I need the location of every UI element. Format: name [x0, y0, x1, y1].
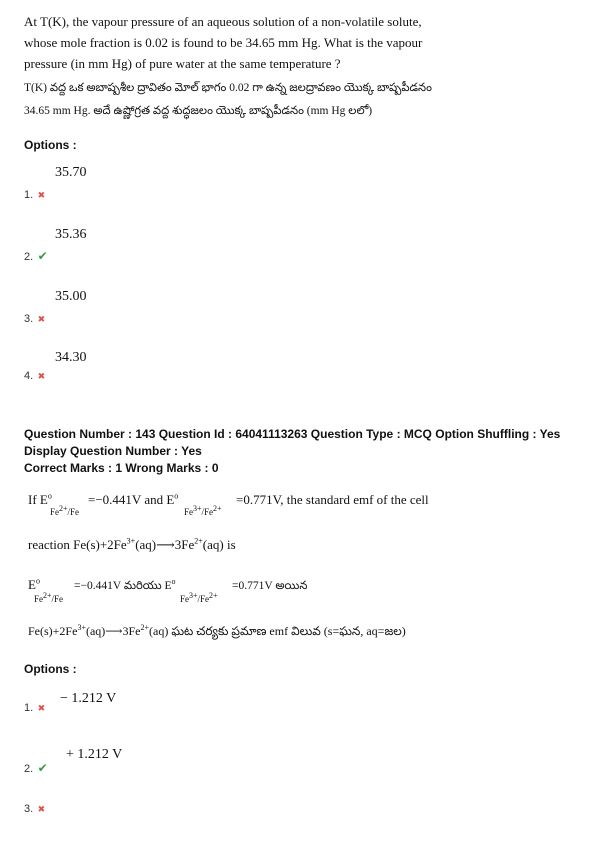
emf-symbol: E — [28, 577, 36, 592]
telugu-value2: =0.771V అయిన — [232, 580, 308, 592]
option-number: 2. — [24, 763, 34, 775]
question-142-telugu-line2: 34.65 mm Hg. అదే ఉష్ణోగ్రత వద్ద శుద్ధజలం యొక్క బాష్పపీడనం (mm Hg లలో) — [24, 105, 373, 117]
wrong-icon: ✖ — [37, 371, 46, 381]
question-142-text-line1: At T(K), the vapour pressure of an aqueous solution of a non-volatile solute, — [24, 14, 422, 29]
reaction-text: (aq) is — [202, 537, 236, 552]
wrong-icon: ✖ — [37, 314, 46, 324]
option-2-text: 35.36 — [55, 227, 87, 242]
reaction-text: reaction Fe(s)+2Fe — [28, 537, 127, 552]
option-number: 3. — [24, 313, 34, 325]
option-number: 4. — [24, 370, 34, 382]
question-142-text-line3: pressure (in mm Hg) of pure water at the same temperature ? — [24, 56, 341, 71]
charge: 2+ — [43, 591, 52, 600]
question-display-number: Display Question Number : Yes — [24, 444, 202, 458]
telugu-value1 — [74, 579, 175, 595]
fe2-subscript-te — [34, 591, 64, 604]
charge: 2+ — [194, 536, 203, 546]
option-2-text: + 1.212 V — [66, 747, 123, 762]
standard-degree: o — [47, 491, 52, 501]
standard-degree: o — [174, 491, 179, 501]
question-142-text-line2: whose mole fraction is 0.02 is found to be 34.65 mm Hg. What is the vapour — [24, 35, 423, 50]
option-1-text: 35.70 — [55, 165, 87, 180]
wrong-icon: ✖ — [37, 703, 46, 713]
charge: 3+ — [126, 536, 136, 546]
wrong-icon: ✖ — [37, 190, 46, 200]
check-icon: ✔ — [37, 249, 48, 263]
reaction-text: (aq)⟶3Fe — [135, 537, 195, 552]
option-number: 3. — [24, 803, 34, 815]
reaction-text: (aq) ఘట చర్యకు ప్రమాణ emf విలువ (s=ఘన, aq=జల) — [149, 624, 406, 638]
standard-degree: o — [171, 577, 176, 587]
question-143-meta: Question Number : 143 Question Id : 64041113263 Question Type : MCQ Option Shuffling : Yes — [24, 427, 561, 441]
option-2[interactable] — [24, 759, 48, 777]
fe-label: /Fe — [67, 507, 80, 517]
charge: 2+ — [59, 504, 68, 513]
fe3-subscript — [184, 504, 222, 517]
option-number: 1. — [24, 702, 34, 714]
option-4[interactable] — [24, 366, 45, 384]
charge: 3+ — [189, 591, 198, 600]
question-143-value2: =0.771V, the standard emf of the cell — [236, 492, 429, 507]
question-143-text-line1 — [28, 492, 52, 508]
fe-label: /Fe — [197, 594, 210, 604]
charge: 3+ — [77, 623, 86, 632]
charge: 2+ — [140, 623, 149, 632]
emf-symbol: If E — [28, 492, 48, 507]
option-1[interactable] — [24, 185, 45, 203]
wrong-icon: ✖ — [37, 804, 46, 814]
fe-label: Fe — [180, 594, 189, 604]
fe-label: Fe — [50, 507, 59, 517]
value-text: =−0.441V మరియు E — [74, 580, 172, 592]
options-label: Options : — [24, 662, 77, 676]
check-icon: ✔ — [37, 761, 48, 775]
question-143-value1 — [88, 492, 178, 508]
option-3[interactable] — [24, 799, 45, 817]
fe2-subscript — [50, 504, 80, 517]
standard-degree: o — [35, 576, 40, 586]
option-4-text: 34.30 — [55, 350, 87, 365]
option-number: 2. — [24, 251, 34, 263]
option-2[interactable] — [24, 247, 48, 265]
question-142-telugu-line1: T(K) వద్ద ఒక అబాష్పశీల ద్రావితం మోల్ భాగం 0.02 గా ఉన్న జలద్రావణం యొక్క బాష్పపీడనం — [24, 82, 432, 94]
fe-label: /Fe — [51, 594, 64, 604]
option-3-text: 35.00 — [55, 289, 87, 304]
reaction-text: (aq)⟶3Fe — [85, 624, 141, 638]
reaction-text: Fe(s)+2Fe — [28, 624, 78, 638]
question-marks: Correct Marks : 1 Wrong Marks : 0 — [24, 461, 219, 475]
fe3-subscript-te — [180, 591, 218, 604]
question-143-telugu-line1 — [28, 577, 40, 593]
option-1-text: − 1.212 V — [60, 691, 117, 706]
charge: 2+ — [209, 591, 218, 600]
fe-label: Fe — [184, 507, 193, 517]
charge: 2+ — [213, 504, 222, 513]
question-143-telugu-line2 — [28, 624, 406, 641]
fe-label: Fe — [34, 594, 43, 604]
charge: 3+ — [193, 504, 202, 513]
fe-label: /Fe — [201, 507, 214, 517]
option-number: 1. — [24, 189, 34, 201]
value-text: =−0.441V and E — [88, 492, 175, 507]
option-1[interactable] — [24, 698, 45, 716]
question-143-reaction — [28, 537, 236, 553]
options-label: Options : — [24, 138, 77, 152]
option-3[interactable] — [24, 309, 45, 327]
